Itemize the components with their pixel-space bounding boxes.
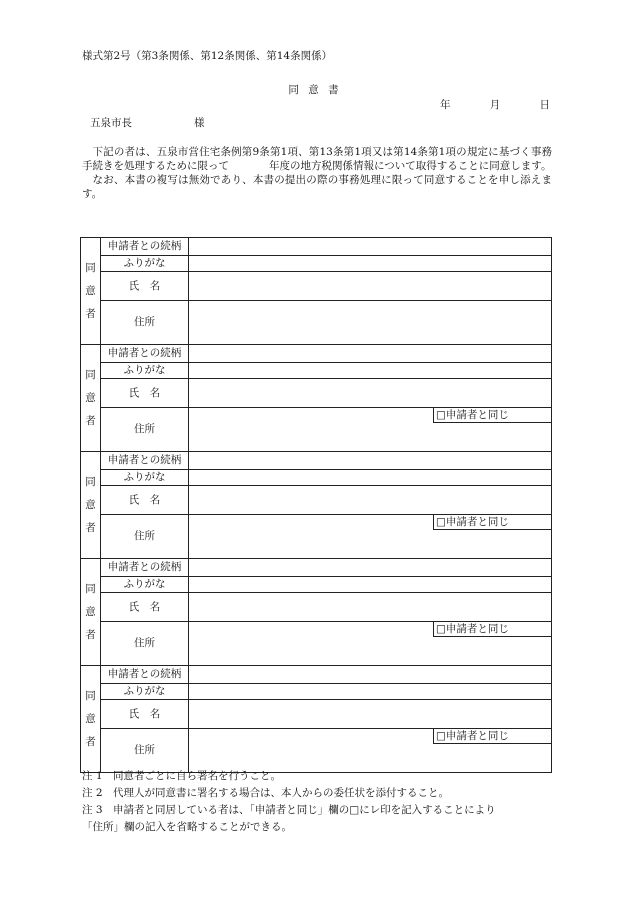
name-field[interactable]	[189, 700, 552, 729]
name-row	[81, 272, 552, 301]
furigana-label: ふりがな	[101, 470, 189, 486]
furigana-row	[81, 470, 552, 486]
name-row	[81, 700, 552, 729]
relation-field[interactable]	[189, 559, 552, 577]
consenter-side-label	[81, 452, 101, 559]
side-char: 意	[85, 498, 96, 511]
side-char: 同	[85, 368, 96, 381]
relation-label: 申請者との続柄	[101, 345, 189, 363]
address-row	[81, 408, 552, 452]
same-as-applicant-checkbox[interactable]: □申請者と同じ	[433, 515, 551, 530]
side-char: 同	[85, 475, 96, 488]
name-label: 氏 名	[101, 486, 189, 515]
address-row	[81, 515, 552, 559]
note-3: 注 3 申請者と同居している者は、「申請者と同じ」欄の□にレ印を記入することにより	[82, 804, 496, 816]
honorific: 様	[194, 117, 205, 129]
address-field[interactable]	[189, 515, 552, 559]
address-label: 住所	[101, 301, 189, 345]
consenter-side-label	[81, 345, 101, 452]
relation-label: 申請者との続柄	[101, 238, 189, 256]
note-1: 注 1 同意者ごとに自ら署名を行うこと。	[82, 770, 282, 782]
address-field[interactable]	[189, 622, 552, 666]
name-row	[81, 379, 552, 408]
relation-field[interactable]	[189, 666, 552, 684]
name-field[interactable]	[189, 379, 552, 408]
address-label: 住所	[101, 622, 189, 666]
furigana-field[interactable]	[189, 256, 552, 272]
address-field[interactable]	[189, 408, 552, 452]
consenter-block-4	[81, 559, 552, 577]
consenter-block-2	[81, 345, 552, 363]
note-3-continued: 「住所」欄の記入を省略することができる。	[82, 821, 292, 833]
name-row	[81, 486, 552, 515]
consenter-side-label	[81, 238, 101, 345]
address-label: 住所	[101, 515, 189, 559]
name-field[interactable]	[189, 593, 552, 622]
same-as-applicant-checkbox[interactable]: □申請者と同じ	[433, 408, 551, 423]
furigana-field[interactable]	[189, 577, 552, 593]
consent-table	[80, 237, 552, 773]
name-row	[81, 593, 552, 622]
address-label: 住所	[101, 729, 189, 773]
document-title: 同 意 書	[288, 84, 342, 96]
relation-field[interactable]	[189, 452, 552, 470]
name-label: 氏 名	[101, 593, 189, 622]
name-label: 氏 名	[101, 379, 189, 408]
furigana-row	[81, 577, 552, 593]
relation-field[interactable]	[189, 238, 552, 256]
name-field[interactable]	[189, 272, 552, 301]
consenter-block-5	[81, 666, 552, 684]
addressee-name: 五泉市長	[90, 117, 132, 129]
side-char: 意	[85, 712, 96, 725]
address-row	[81, 729, 552, 773]
relation-label: 申請者との続柄	[101, 452, 189, 470]
furigana-row	[81, 684, 552, 700]
side-char: 者	[85, 628, 96, 641]
name-field[interactable]	[189, 486, 552, 515]
body-p1-part-a: 下記の者は、五泉市営住宅条例第9条第1項、第13条第1項又は第14条第1項の規定に基づく事務手続きを処理するために限って	[82, 146, 552, 172]
consenter-side-label	[81, 559, 101, 666]
consenter-block-1	[81, 238, 552, 256]
side-char: 意	[85, 284, 96, 297]
body-p1-part-b: 年度の地方税関係情報について取得することに同意します。	[269, 160, 552, 172]
side-char: 意	[85, 391, 96, 404]
side-char: 意	[85, 605, 96, 618]
furigana-label: ふりがな	[101, 363, 189, 379]
relation-label: 申請者との続柄	[101, 559, 189, 577]
side-char: 同	[85, 261, 96, 274]
furigana-label: ふりがな	[101, 256, 189, 272]
date-month-label: 月	[489, 99, 501, 111]
note-2: 注 2 代理人が同意書に署名する場合は、本人からの委任状を添付すること。	[82, 787, 450, 799]
same-as-applicant-checkbox[interactable]: □申請者と同じ	[433, 729, 551, 744]
date-line	[440, 98, 550, 112]
relation-label: 申請者との続柄	[101, 666, 189, 684]
form-number: 様式第2号（第3条関係、第12条関係、第14条関係）	[82, 50, 333, 62]
furigana-field[interactable]	[189, 684, 552, 700]
address-field[interactable]	[189, 301, 552, 345]
name-label: 氏 名	[101, 272, 189, 301]
furigana-field[interactable]	[189, 470, 552, 486]
furigana-field[interactable]	[189, 363, 552, 379]
address-label: 住所	[101, 408, 189, 452]
furigana-label: ふりがな	[101, 684, 189, 700]
consenter-side-label	[81, 666, 101, 773]
side-char: 者	[85, 307, 96, 320]
body-paragraph-2: なお、本書の複写は無効であり、本書の提出の際の事務処理に限って同意することを申し添えます。	[82, 174, 552, 200]
side-char: 者	[85, 521, 96, 534]
furigana-row	[81, 256, 552, 272]
relation-field[interactable]	[189, 345, 552, 363]
furigana-row	[81, 363, 552, 379]
name-label: 氏 名	[101, 700, 189, 729]
furigana-label: ふりがな	[101, 577, 189, 593]
consenter-block-3	[81, 452, 552, 470]
address-row	[81, 622, 552, 666]
side-char: 者	[85, 735, 96, 748]
address-field[interactable]	[189, 729, 552, 773]
side-char: 同	[85, 689, 96, 702]
side-char: 者	[85, 414, 96, 427]
body-text	[82, 145, 552, 201]
date-year-label: 年	[440, 99, 451, 111]
addressee	[90, 116, 205, 130]
date-day-label: 日	[539, 99, 550, 111]
address-row	[81, 301, 552, 345]
same-as-applicant-checkbox[interactable]: □申請者と同じ	[433, 622, 551, 637]
notes	[82, 769, 562, 837]
side-char: 同	[85, 582, 96, 595]
body-paragraph-1	[82, 145, 552, 173]
